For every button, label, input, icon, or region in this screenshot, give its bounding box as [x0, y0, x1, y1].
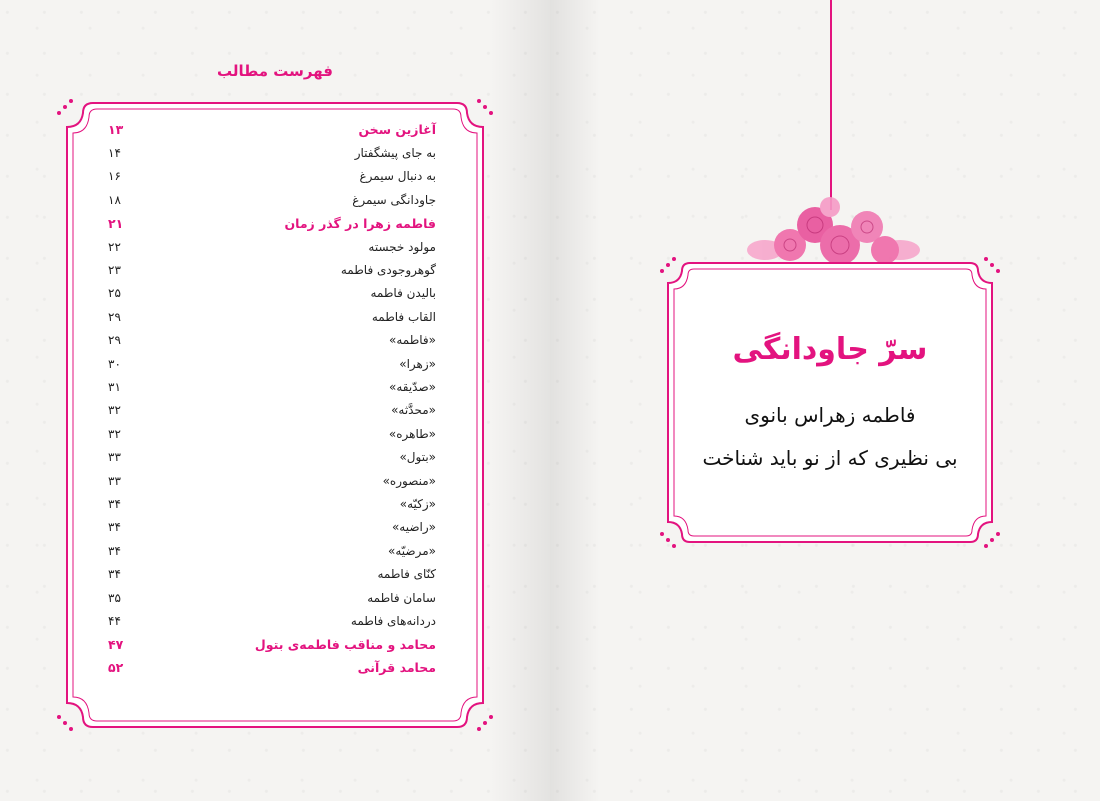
- toc-entry-page: ۳۳: [108, 473, 121, 488]
- toc-row: [108, 305, 446, 328]
- book-title: سرّ جاودانگی: [732, 332, 928, 367]
- toc-entry-page: ۲۵: [108, 286, 121, 301]
- toc-entry-page: ۱۳: [108, 122, 124, 138]
- toc-entry-label: به دنبال سیمرغ: [359, 169, 436, 184]
- toc-entry-page: ۴۷: [108, 636, 124, 652]
- toc-entry-page: ۳۲: [108, 403, 121, 418]
- toc-entry-page: ۱۸: [108, 192, 121, 207]
- toc-row: [108, 539, 446, 562]
- toc-entry-label: القاب فاطمه: [371, 309, 436, 324]
- toc-entry-label: «طاهره»: [388, 426, 436, 441]
- toc-row: [108, 399, 446, 422]
- toc-entry-label: مولود خجسته: [368, 239, 436, 254]
- toc-row: [108, 492, 446, 515]
- toc-entry-page: ۳۴: [108, 567, 121, 582]
- toc-section-row: [108, 118, 446, 141]
- toc-row: [108, 141, 446, 164]
- toc-entry-label: به جای پیشگفتار: [354, 146, 436, 161]
- toc-entry-page: ۳۲: [108, 426, 121, 441]
- toc-entry-page: ۳۰: [108, 356, 121, 371]
- book-gutter-shadow-left: [490, 0, 550, 801]
- toc-row: [108, 586, 446, 609]
- toc-entry-label: سامان فاطمه: [367, 590, 436, 605]
- toc-row: [108, 188, 446, 211]
- toc-entry-label: بالیدن فاطمه: [370, 286, 436, 301]
- toc-row: [108, 422, 446, 445]
- toc-entry-label: «مرضیّه»: [388, 543, 436, 558]
- toc-section-row: [108, 633, 446, 656]
- toc-entry-page: ۵۲: [108, 660, 124, 676]
- toc-row: [108, 165, 446, 188]
- toc-entry-page: ۳۴: [108, 520, 121, 535]
- toc-entry-page: ۳۴: [108, 496, 121, 511]
- toc-entry-label: «بتول»: [399, 450, 436, 465]
- book-subtitle-line-2: بی نظیری که از نو باید شناخت: [702, 446, 958, 470]
- toc-entry-label: فاطمه زهرا در گذر زمان: [284, 215, 436, 231]
- toc-entry-page: ۳۴: [108, 543, 121, 558]
- toc-entry-page: ۲۱: [108, 215, 124, 231]
- toc-entry-page: ۳۵: [108, 590, 121, 605]
- toc-entry-label: «زکیّه»: [399, 496, 436, 511]
- toc-entry-page: ۲۹: [108, 333, 121, 348]
- toc-entry-label: جاودانگی سیمرغ: [352, 192, 436, 207]
- toc-entry-label: محامد و مناقب فاطمه‌ی بتول: [254, 636, 436, 652]
- toc-row: [108, 469, 446, 492]
- toc-row: [108, 609, 446, 632]
- toc-entry-page: ۳۳: [108, 450, 121, 465]
- toc-row: [108, 516, 446, 539]
- toc-entry-page: ۴۴: [108, 613, 121, 628]
- toc-entry-label: «زهرا»: [399, 356, 436, 371]
- toc-entry-page: ۳۱: [108, 379, 121, 394]
- toc-list: [108, 118, 446, 679]
- toc-entry-label: گوهروجودی فاطمه: [340, 263, 436, 278]
- toc-entry-label: «محدَّثه»: [391, 403, 436, 418]
- toc-section-row: [108, 656, 446, 679]
- book-gutter-shadow-right: [550, 0, 600, 801]
- toc-entry-label: «راضیه»: [391, 520, 436, 535]
- toc-row: [108, 282, 446, 305]
- toc-entry-label: دردانه‌های فاطمه: [350, 613, 436, 628]
- toc-entry-page: ۱۶: [108, 169, 121, 184]
- toc-section-row: [108, 212, 446, 235]
- toc-entry-page: ۱۴: [108, 146, 121, 161]
- toc-row: [108, 375, 446, 398]
- toc-entry-label: کنّای فاطمه: [377, 567, 436, 582]
- book-subtitle-line-1: فاطمه زهراس بانوی: [744, 403, 916, 427]
- toc-entry-page: ۲۹: [108, 309, 121, 324]
- toc-row: [108, 235, 446, 258]
- toc-entry-label: آغازین سخن: [358, 122, 436, 138]
- toc-row: [108, 258, 446, 281]
- toc-entry-label: محامد قرآنی: [357, 660, 436, 676]
- toc-entry-page: ۲۲: [108, 239, 121, 254]
- toc-entry-label: «منصوره»: [382, 473, 436, 488]
- toc-title: فهرست مطالب: [217, 62, 333, 80]
- toc-entry-label: «فاطمه»: [389, 333, 436, 348]
- toc-entry-label: «صدّیقه»: [388, 379, 436, 394]
- toc-row: [108, 329, 446, 352]
- toc-row: [108, 445, 446, 468]
- toc-row: [108, 352, 446, 375]
- toc-entry-page: ۲۳: [108, 263, 121, 278]
- hanging-string: [830, 0, 832, 210]
- toc-row: [108, 562, 446, 585]
